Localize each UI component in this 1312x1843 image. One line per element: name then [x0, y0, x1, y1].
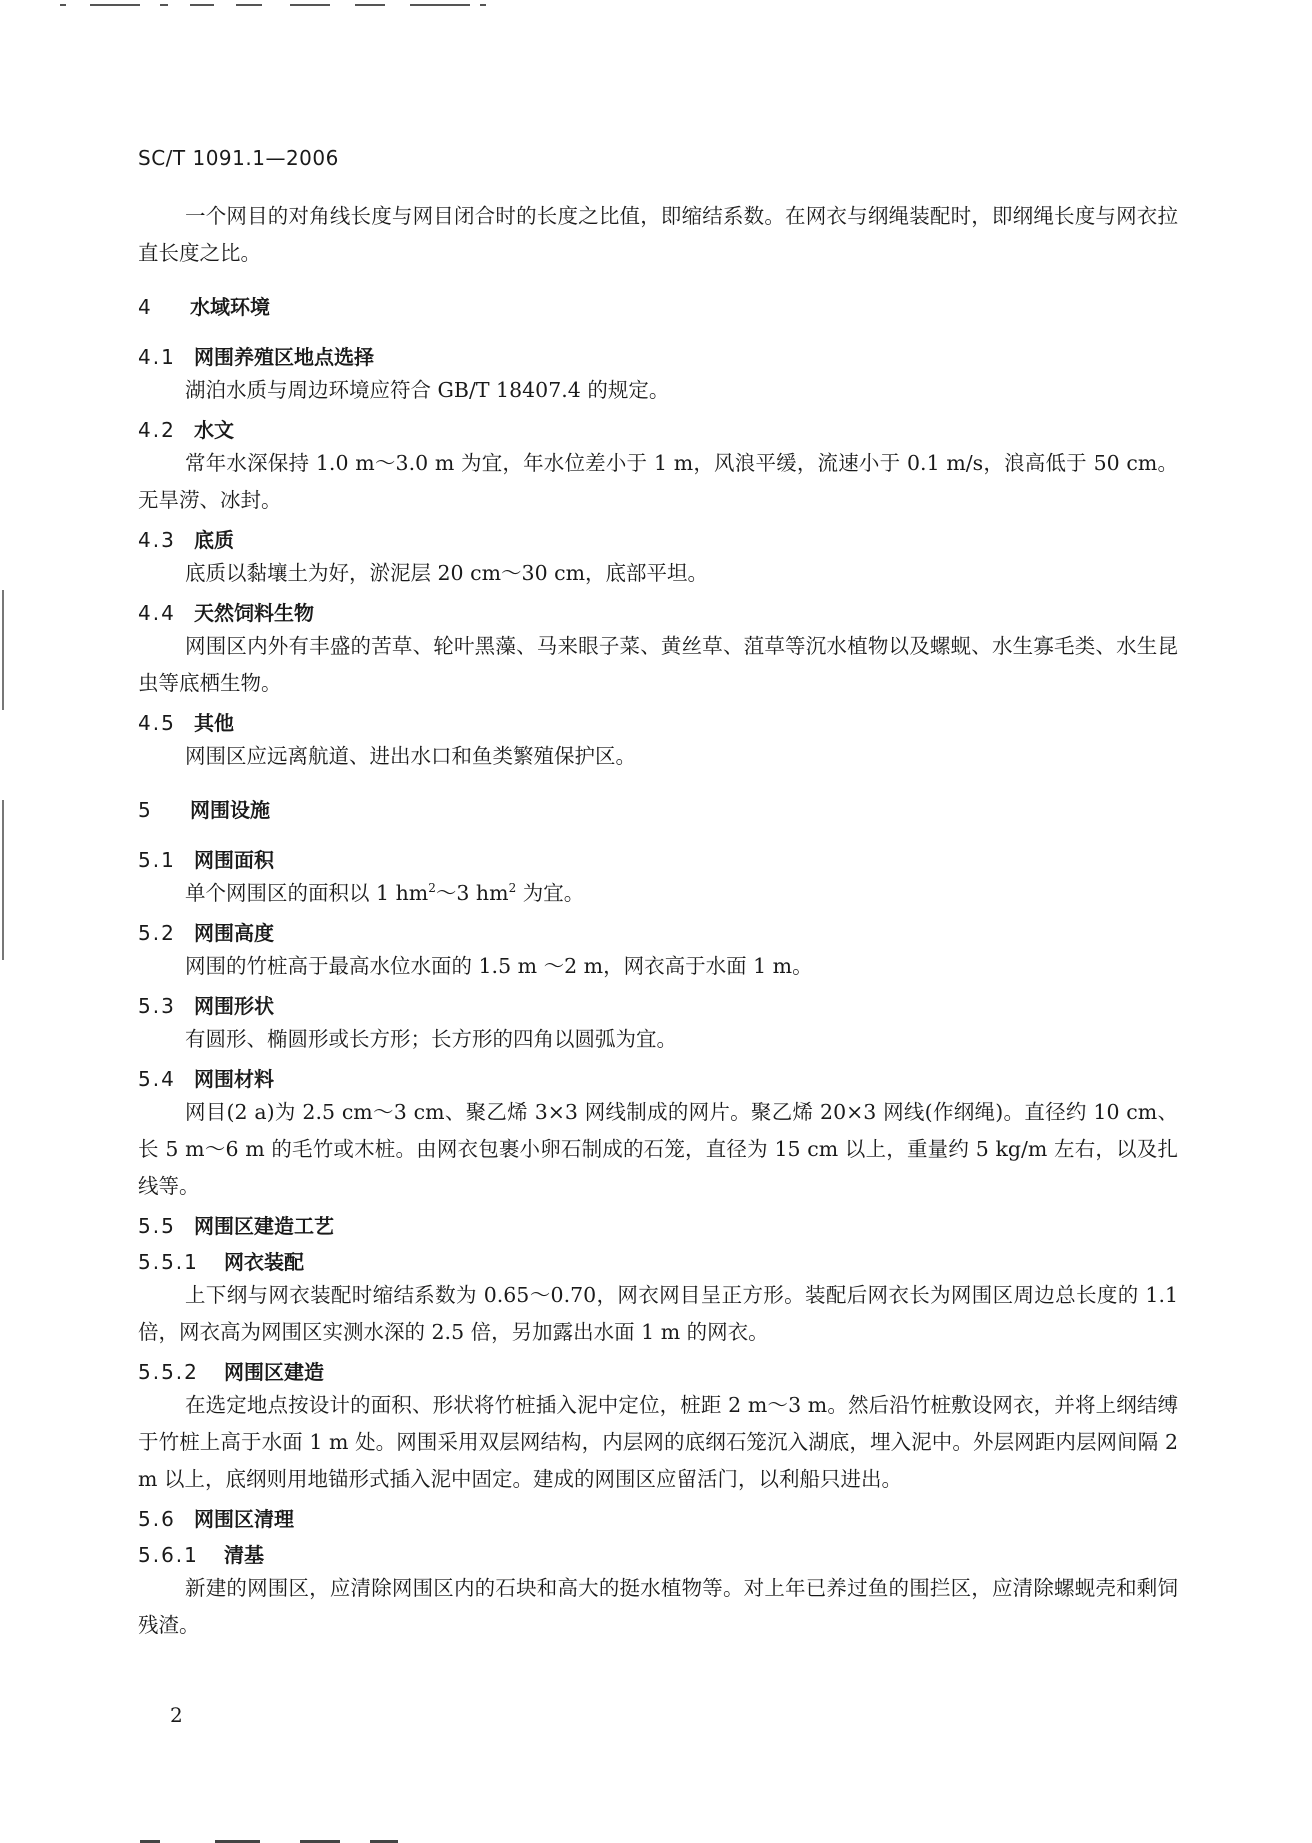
chapter-number: 4: [138, 295, 151, 319]
section-text: 网围区应远离航道、进出水口和鱼类繁殖保护区。: [185, 744, 636, 768]
section-heading: [138, 598, 1178, 628]
scan-artifact-left: [2, 800, 4, 960]
superscript: 2: [428, 881, 436, 896]
document-code: SC/T 1091.1—2006: [138, 146, 339, 170]
section-title: 天然饲料生物: [194, 601, 314, 625]
document-body: [138, 198, 1178, 1644]
section-number: 4.3: [138, 528, 176, 552]
section-number: 5.1: [138, 848, 176, 872]
chapter-5-heading: [138, 795, 1178, 825]
intro-paragraph: 一个网目的对角线长度与网目闭合时的长度之比值，即缩结系数。在网衣与纲绳装配时，即纲绳长度与网衣拉直长度之比。: [138, 204, 1178, 265]
chapter-title: 网围设施: [190, 798, 270, 822]
section-text: 网围的竹桩高于最高水位水面的 1.5 m ～2 m，网衣高于水面 1 m。: [185, 954, 813, 978]
text-part: ～3 hm: [435, 881, 509, 905]
section-heading: [138, 1064, 1178, 1094]
subsection-number: 5.5.2: [138, 1360, 199, 1384]
section-heading: [138, 918, 1178, 948]
subsection-text: 在选定地点按设计的面积、形状将竹桩插入泥中定位，桩距 2 m～3 m。然后沿竹桩敷设网衣，并将上纲结缚于竹桩上高于水面 1 m 处。网围采用双层网结构，内层网的底纲石笼沉入湖底，埋入泥中。外层网距内层网间隔 2 m 以上，底纲则用地锚形式插入泥中固定。建成的网围区应留活门，以利船只进出。: [138, 1393, 1178, 1491]
subsection-number: 5.5.1: [138, 1250, 199, 1274]
subsection-title: 网衣装配: [224, 1250, 304, 1274]
section-heading: [138, 415, 1178, 445]
section-text: 底质以黏壤土为好，淤泥层 20 cm～30 cm，底部平坦。: [185, 561, 709, 585]
section-heading: [138, 1211, 1178, 1241]
subsection-number: 5.6.1: [138, 1543, 199, 1567]
subsection-heading: [138, 1247, 1178, 1277]
section-title: 网围材料: [194, 1067, 274, 1091]
subsection-title: 网围区建造: [224, 1360, 324, 1384]
section-text: 网目(2 a)为 2.5 cm～3 cm、聚乙烯 3×3 网线制成的网片。聚乙烯 20×3 网线(作纲绳)。直径约 10 cm、长 5 m～6 m 的毛竹或木桩。由网衣包裹小卵石制成的石笼，直径为 15 cm 以上，重量约 5 kg/m 左右，以及扎线等。: [138, 1100, 1178, 1198]
section-heading: [138, 845, 1178, 875]
section-number: 5.2: [138, 921, 176, 945]
section-title: 网围高度: [194, 921, 274, 945]
section-title: 网围面积: [194, 848, 274, 872]
section-text: [138, 875, 1178, 912]
scan-artifact-left: [2, 590, 4, 710]
section-number: 5.3: [138, 994, 176, 1018]
section-text: 湖泊水质与周边环境应符合 GB/T 18407.4 的规定。: [185, 378, 670, 402]
section-title: 网围区建造工艺: [194, 1214, 334, 1238]
section-number: 4.2: [138, 418, 176, 442]
section-number: 5.6: [138, 1507, 176, 1531]
subsection-heading: [138, 1540, 1178, 1570]
text-part: 为宜。: [516, 881, 585, 905]
chapter-title: 水域环境: [190, 295, 270, 319]
section-heading: [138, 708, 1178, 738]
section-heading: [138, 525, 1178, 555]
section-text: 有圆形、椭圆形或长方形；长方形的四角以圆弧为宜。: [185, 1027, 677, 1051]
section-number: 5.4: [138, 1067, 176, 1091]
text-part: 单个网围区的面积以 1 hm: [185, 881, 429, 905]
section-title: 网围养殖区地点选择: [194, 345, 374, 369]
subsection-title: 清基: [224, 1543, 264, 1567]
scan-artifact-bottom: [140, 1835, 440, 1843]
section-title: 其他: [194, 711, 234, 735]
chapter-4-heading: [138, 292, 1178, 322]
superscript: 2: [508, 881, 517, 896]
section-number: 5.5: [138, 1214, 176, 1238]
section-title: 水文: [194, 418, 234, 442]
section-number: 4.5: [138, 711, 176, 735]
section-text: 常年水深保持 1.0 m～3.0 m 为宜，年水位差小于 1 m，风浪平缓，流速小于 0.1 m/s，浪高低于 50 cm。无旱涝、冰封。: [138, 451, 1178, 512]
section-title: 底质: [194, 528, 234, 552]
section-text: 网围区内外有丰盛的苦草、轮叶黑藻、马来眼子菜、黄丝草、菹草等沉水植物以及螺蚬、水生寡毛类、水生昆虫等底栖生物。: [138, 634, 1178, 695]
section-heading: [138, 1504, 1178, 1534]
section-number: 4.1: [138, 345, 176, 369]
subsection-text: 新建的网围区，应清除网围区内的石块和高大的挺水植物等。对上年已养过鱼的围拦区，应清除螺蚬壳和剩饲残渣。: [138, 1576, 1178, 1637]
subsection-text: 上下纲与网衣装配时缩结系数为 0.65～0.70，网衣网目呈正方形。装配后网衣长为网围区周边总长度的 1.1 倍，网衣高为网围区实测水深的 2.5 倍，另加露出水面 1 m 的网衣。: [138, 1283, 1178, 1344]
subsection-heading: [138, 1357, 1178, 1387]
section-heading: [138, 342, 1178, 372]
section-heading: [138, 991, 1178, 1021]
section-title: 网围形状: [194, 994, 274, 1018]
section-title: 网围区清理: [194, 1507, 294, 1531]
chapter-number: 5: [138, 798, 151, 822]
page-number: 2: [170, 1703, 183, 1727]
section-number: 4.4: [138, 601, 176, 625]
scan-artifact-top: [60, 4, 580, 8]
